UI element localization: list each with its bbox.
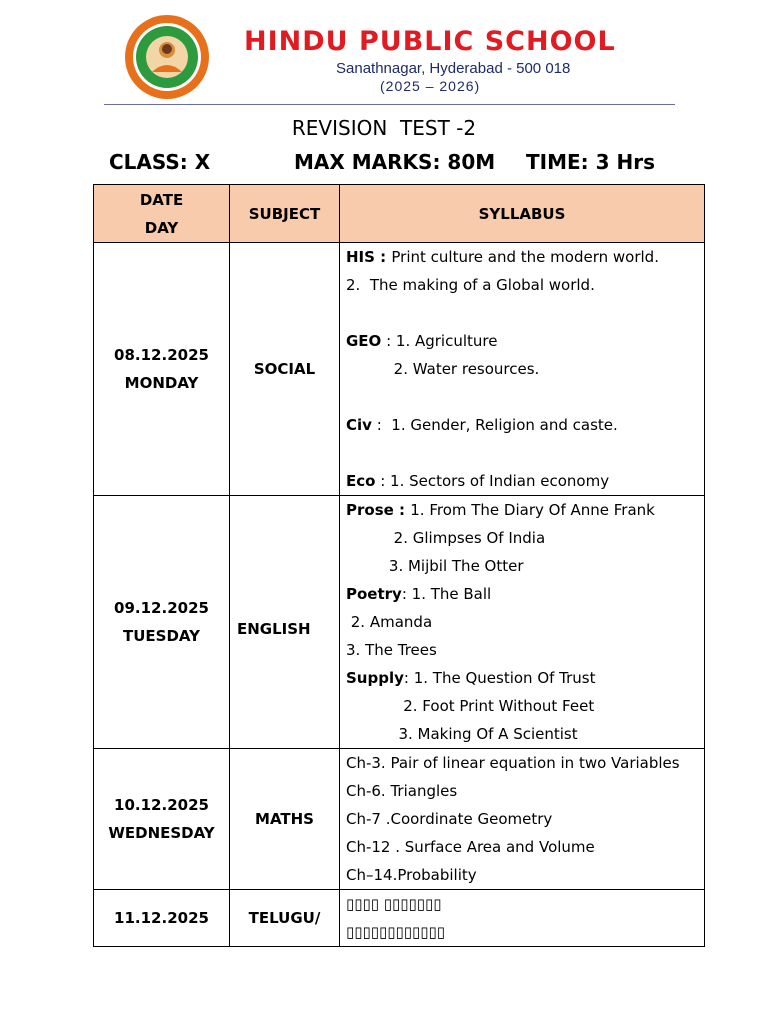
subject-cell: SOCIAL bbox=[230, 243, 340, 496]
subject-cell: TELUGU/ bbox=[230, 890, 340, 947]
date-cell bbox=[94, 749, 230, 890]
exam-date: 11.12.2025 bbox=[114, 909, 209, 927]
syllabus-line bbox=[346, 890, 700, 918]
syllabus-line bbox=[346, 439, 700, 467]
school-logo bbox=[124, 14, 210, 100]
syllabus-text: : 1. Agriculture bbox=[381, 332, 498, 350]
syllabus-text: Ch-12 . Surface Area and Volume bbox=[346, 838, 595, 856]
subject-cell: ENGLISH bbox=[230, 496, 340, 749]
syllabus-cell bbox=[340, 496, 705, 749]
syllabus-text: : 1. The Ball bbox=[401, 585, 492, 603]
syllabus-text: 2. The making of a Global world. bbox=[346, 276, 595, 294]
syllabus-line bbox=[346, 664, 700, 692]
syllabus-text: : 1. Sectors of Indian economy bbox=[375, 472, 610, 490]
syllabus-line bbox=[346, 805, 700, 833]
syllabus-line bbox=[346, 636, 700, 664]
exam-date: 08.12.2025 bbox=[114, 346, 209, 364]
academic-year: (2025 – 2026) bbox=[380, 78, 481, 94]
syllabus-line bbox=[346, 918, 700, 946]
syllabus-heading: Poetry bbox=[346, 585, 402, 603]
table-row bbox=[94, 496, 705, 749]
header-date: DATE bbox=[139, 190, 184, 209]
header-day: DAY bbox=[144, 218, 179, 237]
syllabus-line bbox=[346, 692, 700, 720]
syllabus-text: 2. Foot Print Without Feet bbox=[346, 697, 595, 715]
syllabus-text: : 1. The Question Of Trust bbox=[403, 669, 596, 687]
syllabus-heading: Eco bbox=[346, 472, 376, 490]
syllabus-text: Print culture and the modern world. bbox=[391, 248, 659, 266]
max-marks-label: MAX MARKS: 80M bbox=[294, 150, 496, 174]
table-header-row bbox=[94, 185, 705, 243]
school-address: Sanathnagar, Hyderabad - 500 018 bbox=[336, 60, 571, 77]
syllabus-line bbox=[346, 467, 700, 495]
exam-day: MONDAY bbox=[124, 374, 199, 392]
header-divider bbox=[104, 104, 675, 105]
class-label: CLASS: X bbox=[109, 150, 211, 174]
syllabus-line bbox=[346, 833, 700, 861]
syllabus-text: 1. From The Diary Of Anne Frank bbox=[410, 501, 655, 519]
syllabus-text: Ch-3. Pair of linear equation in two Variables bbox=[346, 754, 680, 772]
syllabus-text: Ch-6. Triangles bbox=[346, 782, 458, 800]
syllabus-cell bbox=[340, 749, 705, 890]
exam-date: 10.12.2025 bbox=[114, 796, 209, 814]
syllabus-text: 3. The Trees bbox=[346, 641, 437, 659]
syllabus-line bbox=[346, 749, 700, 777]
syllabus-text: ▯▯▯▯ ▯▯▯▯▯▯▯ bbox=[346, 895, 442, 913]
table-row bbox=[94, 890, 705, 947]
exam-day: WEDNESDAY bbox=[108, 824, 215, 842]
header-syllabus: SYLLABUS bbox=[340, 185, 705, 243]
school-header bbox=[104, 10, 676, 104]
syllabus-line bbox=[346, 411, 700, 439]
syllabus-text: Ch–14.Probability bbox=[346, 866, 477, 884]
exam-timetable bbox=[93, 184, 705, 947]
table-row bbox=[94, 749, 705, 890]
syllabus-line bbox=[346, 355, 700, 383]
syllabus-line bbox=[346, 496, 700, 524]
exam-title: REVISION TEST -2 bbox=[291, 116, 477, 140]
syllabus-text: : 1. Gender, Religion and caste. bbox=[371, 416, 618, 434]
syllabus-text: 2. Glimpses Of India bbox=[346, 529, 546, 547]
school-name: HINDU PUBLIC SCHOOL bbox=[244, 26, 616, 57]
syllabus-text: 2. Water resources. bbox=[346, 360, 540, 378]
syllabus-line bbox=[346, 383, 700, 411]
date-cell bbox=[94, 243, 230, 496]
syllabus-heading: HIS : bbox=[346, 248, 392, 266]
date-cell bbox=[94, 496, 230, 749]
syllabus-line bbox=[346, 777, 700, 805]
syllabus-heading: Civ bbox=[346, 416, 372, 434]
syllabus-text: 3. Making Of A Scientist bbox=[346, 725, 578, 743]
syllabus-heading: Prose : bbox=[346, 501, 411, 519]
syllabus-heading: Supply bbox=[346, 669, 404, 687]
syllabus-cell bbox=[340, 890, 705, 947]
syllabus-text: 2. Amanda bbox=[346, 613, 433, 631]
header-subject: SUBJECT bbox=[230, 185, 340, 243]
subject-cell: MATHS bbox=[230, 749, 340, 890]
exam-day: TUESDAY bbox=[123, 627, 200, 645]
time-label: TIME: 3 Hrs bbox=[526, 150, 655, 174]
syllabus-text: ▯▯▯▯▯▯▯▯▯▯▯▯ bbox=[346, 923, 446, 941]
syllabus-cell bbox=[340, 243, 705, 496]
syllabus-line bbox=[346, 524, 700, 552]
syllabus-line bbox=[346, 243, 700, 271]
date-cell bbox=[94, 890, 230, 947]
exam-date: 09.12.2025 bbox=[114, 599, 209, 617]
table-row bbox=[94, 243, 705, 496]
syllabus-line bbox=[346, 861, 700, 889]
syllabus-line bbox=[346, 271, 700, 299]
syllabus-line bbox=[346, 552, 700, 580]
syllabus-line bbox=[346, 299, 700, 327]
syllabus-heading: GEO bbox=[346, 332, 382, 350]
header-date-day bbox=[94, 185, 230, 243]
syllabus-text: Ch-7 .Coordinate Geometry bbox=[346, 810, 553, 828]
syllabus-text: 3. Mijbil The Otter bbox=[346, 557, 524, 575]
syllabus-line bbox=[346, 720, 700, 748]
syllabus-line bbox=[346, 327, 700, 355]
syllabus-line bbox=[346, 580, 700, 608]
syllabus-line bbox=[346, 608, 700, 636]
